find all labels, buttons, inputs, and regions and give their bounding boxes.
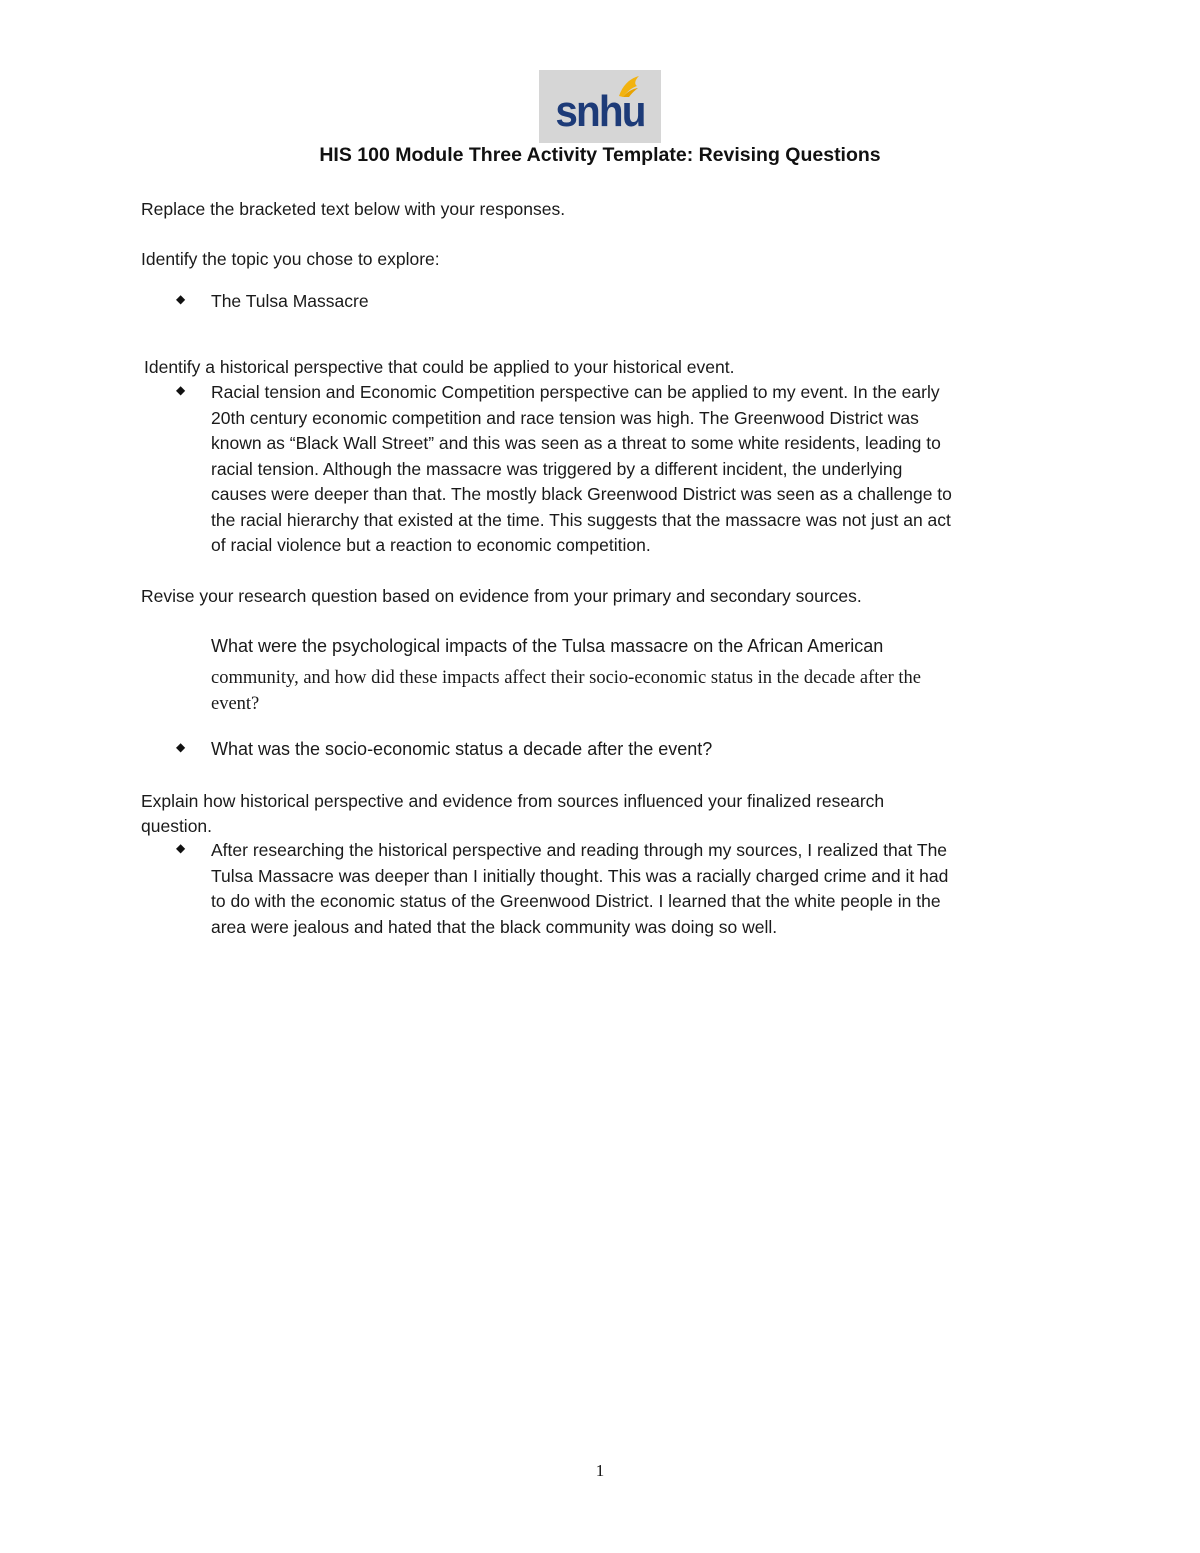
instructions-text: Replace the bracketed text below with your responses.: [141, 199, 566, 219]
list-item-explain: [176, 838, 1056, 940]
page-number: 1: [595, 1461, 605, 1480]
list-item-subquestion: [176, 737, 1056, 763]
sub-question: What was the socio-economic status a decade after the event?: [211, 739, 713, 759]
prompt-revise: Revise your research question based on evidence from your primary and secondary sources.: [141, 586, 862, 606]
page-title: HIS 100 Module Three Activity Template: Revising Questions: [319, 144, 881, 166]
revised-question-line1: What were the psychological impacts of the Tulsa massacre on the African American: [211, 636, 884, 656]
logo-wordmark: snhu: [555, 87, 645, 136]
list-item-topic: [176, 289, 1056, 315]
prompt-perspective: Identify a historical perspective that could be applied to your historical event.: [144, 357, 735, 377]
perspective-answer: Racial tension and Economic Competition perspective can be applied to my event. In the early 20th century economic competition and race tension was high. The Greenwood District was known as “Black Wall Street” and this was seen as a threat to some white residents, leading to racial tension. Although the massacre was triggered by a different incident, the underlying causes were deeper than that. The mostly black Greenwood District was seen as a challenge to the racial hierarchy that existed at the time. This suggests that the massacre was not just an act of racial violence but a reaction to economic competition.: [211, 382, 952, 555]
topic-answer: The Tulsa Massacre: [211, 291, 369, 311]
bullet-icon: ◆: [176, 740, 186, 754]
bullet-icon: ◆: [176, 292, 186, 306]
prompt-explain: Explain how historical perspective and evidence from sources influenced your finalized research question.: [141, 791, 885, 836]
revised-question-line3: event?: [211, 694, 260, 714]
list-item-perspective: [176, 380, 1056, 559]
bullet-icon: ◆: [176, 383, 186, 397]
explain-answer: After researching the historical perspective and reading through my sources, I realized that The Tulsa Massacre was deeper than I initially thought. This was a racially charged crime and it had to do with the economic status of the Greenwood District. I learned that the white people in the area were jealous and hated that the black community was doing so well.: [211, 840, 949, 937]
snhu-logo: [539, 70, 661, 143]
prompt-topic: Identify the topic you chose to explore:: [141, 249, 440, 269]
bullet-icon: ◆: [176, 841, 186, 855]
revised-question-line2: community, and how did these impacts affect their socio-economic status in the decade after the: [211, 668, 921, 688]
